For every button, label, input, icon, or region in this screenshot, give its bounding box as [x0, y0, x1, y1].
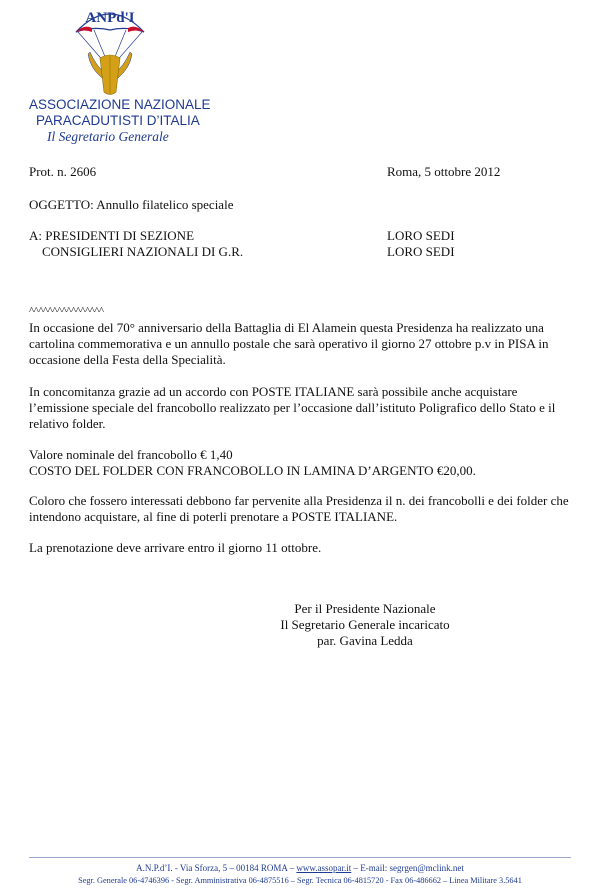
body-paragraph-5: [29, 540, 574, 556]
paragraph-text: In concomitanza grazie ad un accordo con POSTE ITALIANE sarà possibile anche acquistare l’emissione speciale del francobollo realizzato per l’occasione dall’istituto Poligrafico dello Stato e il relativo folder.: [29, 384, 556, 431]
footer-address: A.N.P.d’I. - Via Sforza, 5 – 00184 ROMA –: [136, 863, 297, 873]
recipient-1: A: PRESIDENTI DI SEZIONE: [29, 228, 195, 243]
separator: ^^^^^^^^^^^^^^^^: [29, 305, 104, 317]
stamp-value: Valore nominale del francobollo € 1,40: [29, 447, 233, 462]
folder-cost: COSTO DEL FOLDER CON FRANCOBOLLO IN LAMINA D’ARGENTO €20,00.: [29, 463, 476, 478]
paragraph-text: Coloro che fossero interessati debbono far pervenite alla Presidenza il n. dei francobolli e dei folder che intendono acquistare, al fine di poterli prenotare a POSTE ITALIANE.: [29, 493, 569, 524]
footer-website-link[interactable]: www.assopar.it: [296, 863, 352, 873]
body-paragraph-3: [29, 447, 574, 479]
footer-contact-line: [0, 863, 600, 874]
paragraph-text: La prenotazione deve arrivare entro il giorno 11 ottobre.: [29, 540, 322, 555]
signature-block: [250, 601, 480, 649]
subject-line: OGGETTO: Annullo filatelico speciale: [29, 197, 234, 212]
letter-date: Roma, 5 ottobre 2012: [387, 164, 501, 179]
organization-header: [29, 97, 211, 145]
org-name-line2: PARACADUTISTI D’ITALIA: [36, 113, 200, 128]
footer-phone-line: Segr. Generale 06-4746396 - Segr. Amministrativa 06-4875516 – Segr. Tecnica 06-4815720 - Fax 06-486662 – Linea Militare 3.5641: [78, 876, 522, 885]
paragraph-text: In occasione del 70° anniversario della Battaglia di El Alamein questa Presidenza ha realizzato una cartolina commemorativa e un annullo postale che sarà operativo il giorno 27 ottobre p.v in PISA in occasione della Festa della Specialità.: [29, 320, 549, 367]
footer-email: – E-mail: segrgen@mclink.net: [351, 863, 464, 873]
body-paragraph-4: [29, 493, 574, 525]
footer-divider: [29, 857, 571, 858]
recipient-2: CONSIGLIERI NAZIONALI DI G.R.: [29, 244, 244, 259]
signature-line-1: Per il Presidente Nazionale: [294, 601, 436, 616]
logo-text: ANPd'I: [85, 10, 135, 26]
body-paragraph-1: [29, 320, 574, 368]
recipient-1-location: LORO SEDI: [387, 228, 455, 243]
signature-line-2: Il Segretario Generale incaricato: [280, 617, 450, 632]
protocol-number: Prot. n. 2606: [29, 164, 97, 179]
recipient-2-location: LORO SEDI: [387, 244, 455, 259]
org-name-line1: ASSOCIAZIONE NAZIONALE: [29, 97, 211, 112]
anpdi-parachute-logo-icon: [70, 2, 150, 98]
signature-name: par. Gavina Ledda: [317, 633, 413, 648]
org-role: Il Segretario Generale: [47, 129, 169, 144]
body-paragraph-2: [29, 384, 574, 432]
